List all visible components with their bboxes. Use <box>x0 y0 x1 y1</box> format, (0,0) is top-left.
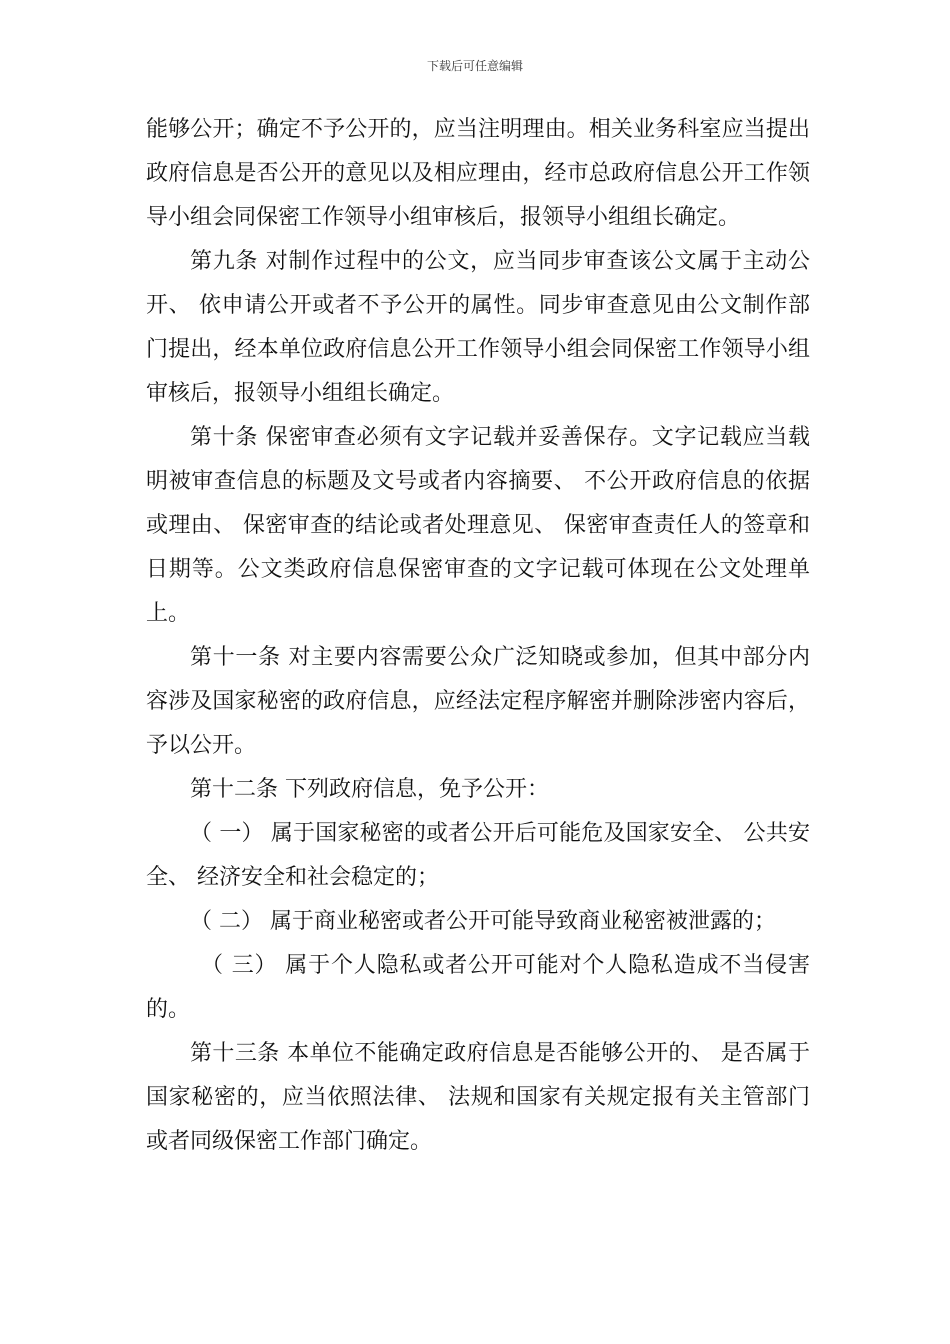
paragraph-article-9: 第九条 对制作过程中的公文，应当同步审查该公文属于主动公开、 依申请公开或者不予公开的属性。同步审查意见由公文制作部门提出，经本单位政府信息公开工作领导小组会同保密工作领导小组审核后，报领导小组组长确定。 <box>146 249 810 406</box>
paragraph-continuation: 能够公开；确定不予公开的，应当注明理由。相关业务科室应当提出政府信息是否公开的意见以及相应理由，经市总政府信息公开工作领导小组会同保密工作领导小组审核后，报领导小组组长确定。 <box>146 117 810 230</box>
paragraph-article-11: 第十一条 对主要内容需要公众广泛知晓或参加，但其中部分内容涉及国家秘密的政府信息，应经法定程序解密并删除涉密内容后，予以公开。 <box>146 645 810 758</box>
paragraph-article-13: 第十三条 本单位不能确定政府信息是否能够公开的、 是否属于国家秘密的，应当依照法律、 法规和国家有关规定报有关主管部门或者同级保密工作部门确定。 <box>146 1041 810 1154</box>
paragraph-item-3: （ 三） 属于个人隐私或者公开可能对个人隐私造成不当侵害的。 <box>146 953 810 1022</box>
document-body <box>146 108 810 1164</box>
paragraph-item-1: （ 一） 属于国家秘密的或者公开后可能危及国家安全、 公共安全、 经济安全和社会稳定的； <box>146 821 810 890</box>
page-header: 下载后可任意编辑 <box>426 59 523 73</box>
paragraph-item-2: （ 二） 属于商业秘密或者公开可能导致商业秘密被泄露的； <box>190 909 776 934</box>
paragraph-article-10: 第十条 保密审查必须有文字记载并妥善保存。文字记载应当载明被审查信息的标题及文号或者内容摘要、 不公开政府信息的依据或理由、 保密审查的结论或者处理意见、 保密审查责任人的签章和日期等。公文类政府信息保密审查的文字记载可体现在公文处理单上。 <box>146 425 810 626</box>
paragraph-article-12: 第十二条 下列政府信息，免予公开： <box>190 777 549 802</box>
